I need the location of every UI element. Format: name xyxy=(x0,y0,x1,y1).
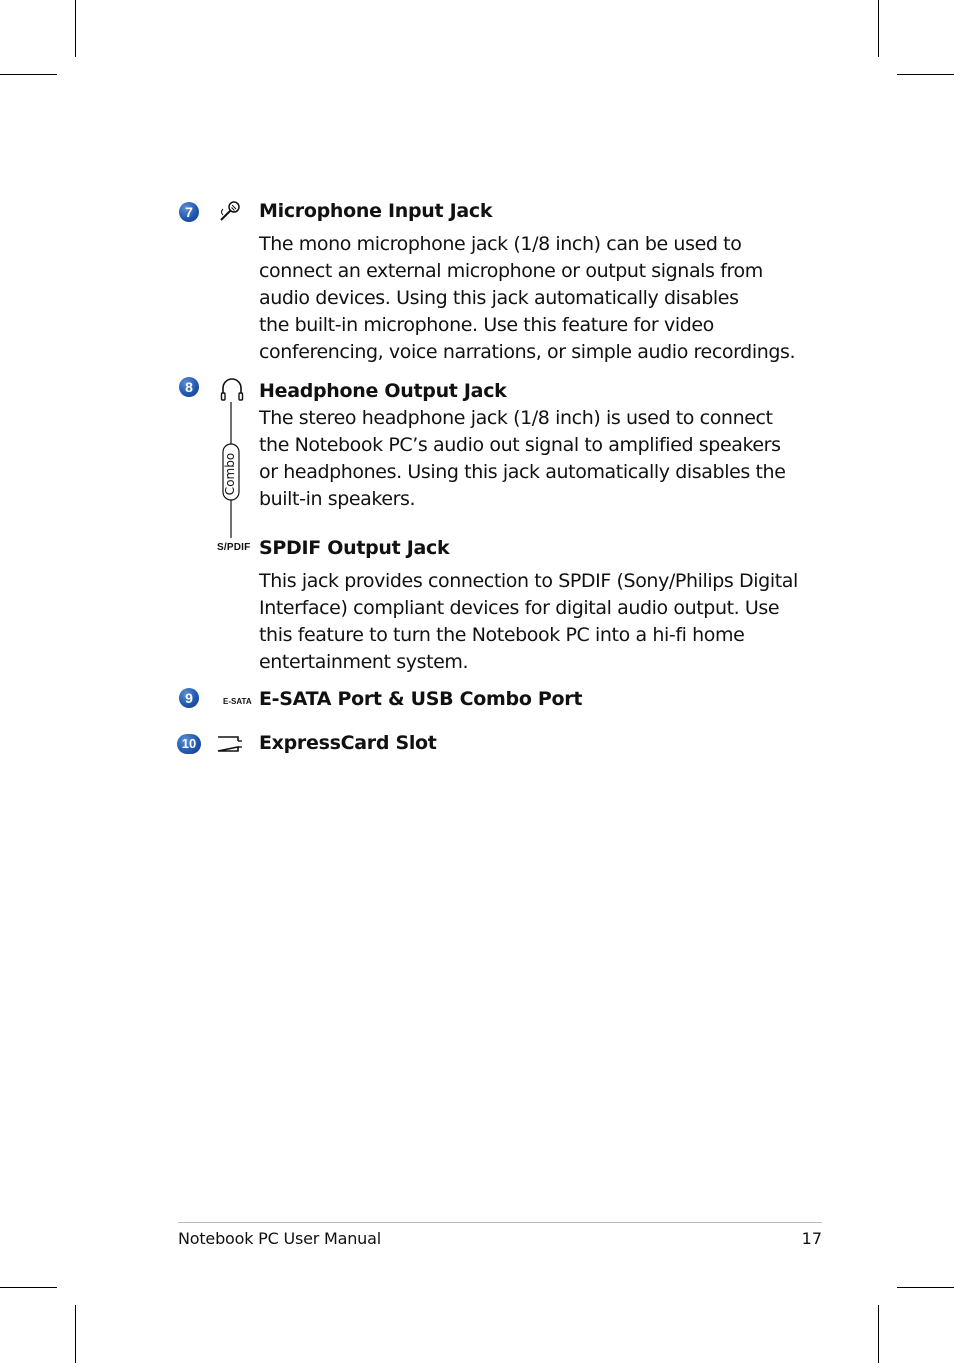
section-heading: ExpressCard Slot xyxy=(259,732,437,754)
page-number: 17 xyxy=(801,1229,822,1248)
crop-mark xyxy=(878,0,879,57)
text-line: Interface) compliant devices for digital audio output. Use xyxy=(259,597,780,619)
crop-mark xyxy=(0,74,57,75)
section-heading: SPDIF Output Jack xyxy=(259,537,450,559)
microphone-icon xyxy=(216,198,244,228)
section-heading: Microphone Input Jack xyxy=(259,200,493,222)
crop-mark xyxy=(897,1287,954,1288)
crop-mark xyxy=(0,1287,57,1288)
text-line: the built-in microphone. Use this feature for video xyxy=(259,314,714,336)
text-line: built-in speakers. xyxy=(259,488,416,510)
section-description xyxy=(259,405,799,513)
text-line: the Notebook PC’s audio out signal to amplified speakers xyxy=(259,434,781,456)
section-description xyxy=(259,568,799,676)
text-line: audio devices. Using this jack automatically disables xyxy=(259,287,739,309)
text-line: or headphones. Using this jack automatically disables the xyxy=(259,461,786,483)
text-line: conferencing, voice narrations, or simple audio recordings. xyxy=(259,341,796,363)
spdif-icon: S/PDIF xyxy=(217,542,251,553)
expresscard-icon xyxy=(216,734,244,758)
crop-mark xyxy=(75,0,76,57)
item-number-badge: 7 xyxy=(179,202,199,222)
combo-label: Combo xyxy=(223,452,237,496)
crop-mark xyxy=(897,74,954,75)
item-number-badge: 8 xyxy=(179,377,199,397)
text-line: connect an external microphone or output signals from xyxy=(259,260,763,282)
text-line: The mono microphone jack (1/8 inch) can be used to xyxy=(259,233,742,255)
section-description xyxy=(259,231,799,366)
footer-manual-title: Notebook PC User Manual xyxy=(178,1229,381,1248)
item-number-badge: 10 xyxy=(177,734,201,754)
esata-icon: E-SATA xyxy=(223,697,252,706)
crop-mark xyxy=(878,1305,879,1363)
text-line: this feature to turn the Notebook PC into a hi-fi home xyxy=(259,624,745,646)
item-number-badge: 9 xyxy=(179,688,199,708)
crop-mark xyxy=(75,1305,76,1363)
text-line: This jack provides connection to SPDIF (Sony/Philips Digital xyxy=(259,570,798,592)
section-heading: Headphone Output Jack xyxy=(259,380,507,402)
footer-divider xyxy=(178,1222,822,1223)
text-line: entertainment system. xyxy=(259,651,469,673)
section-heading: E-SATA Port & USB Combo Port xyxy=(259,688,583,710)
text-line: The stereo headphone jack (1/8 inch) is used to connect xyxy=(259,407,773,429)
